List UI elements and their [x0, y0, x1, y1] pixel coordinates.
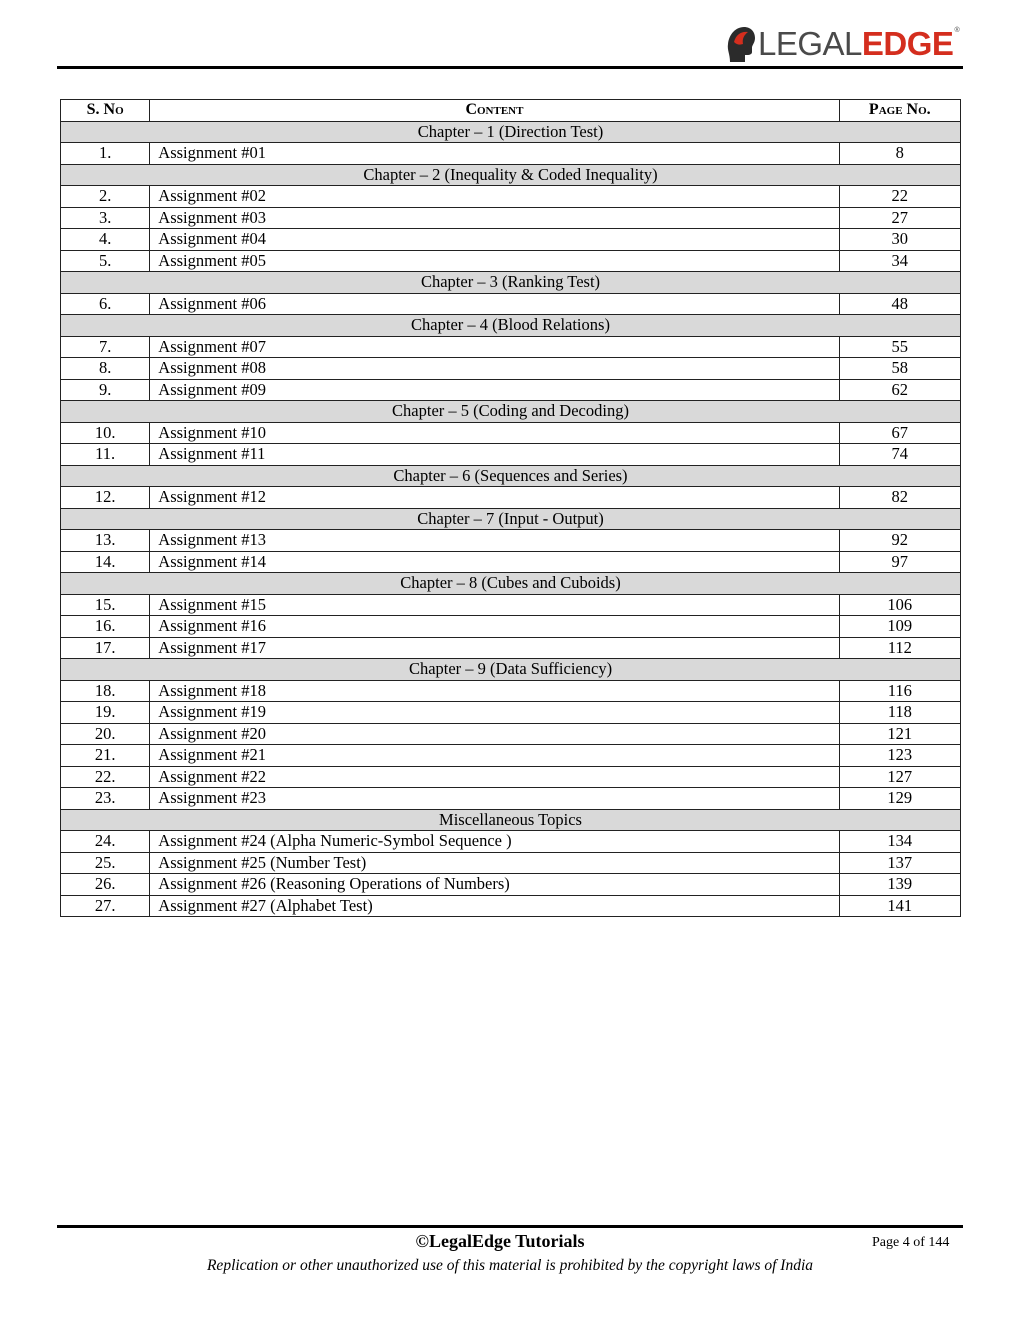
table-row [61, 723, 961, 745]
row-sno: 24. [61, 831, 150, 853]
header-sno: S. No [61, 100, 150, 122]
row-page: 134 [839, 831, 960, 853]
row-content: Assignment #04 [150, 229, 839, 251]
chapter-row [61, 401, 961, 423]
row-page: 55 [839, 336, 960, 358]
row-sno: 8. [61, 358, 150, 380]
row-content: Assignment #06 [150, 293, 839, 315]
row-page: 48 [839, 293, 960, 315]
row-page: 30 [839, 229, 960, 251]
row-sno: 19. [61, 702, 150, 724]
chapter-title: Chapter – 9 (Data Sufficiency) [61, 659, 961, 681]
row-content: Assignment #19 [150, 702, 839, 724]
head-silhouette-icon [724, 22, 756, 64]
row-content: Assignment #25 (Number Test) [150, 852, 839, 874]
table-row [61, 358, 961, 380]
row-sno: 18. [61, 680, 150, 702]
table-row [61, 487, 961, 509]
row-page: 118 [839, 702, 960, 724]
row-sno: 17. [61, 637, 150, 659]
row-page: 139 [839, 874, 960, 896]
row-content: Assignment #05 [150, 250, 839, 272]
row-content: Assignment #23 [150, 788, 839, 810]
row-content: Assignment #18 [150, 680, 839, 702]
row-content: Assignment #03 [150, 207, 839, 229]
row-sno: 27. [61, 895, 150, 917]
row-page: 106 [839, 594, 960, 616]
row-sno: 26. [61, 874, 150, 896]
row-page: 62 [839, 379, 960, 401]
chapter-title: Chapter – 6 (Sequences and Series) [61, 465, 961, 487]
page-number: Page 4 of 144 [872, 1235, 950, 1250]
legaledge-logo [724, 20, 964, 66]
row-page: 129 [839, 788, 960, 810]
row-sno: 5. [61, 250, 150, 272]
chapter-row [61, 508, 961, 530]
footer-divider [57, 1225, 963, 1228]
row-sno: 20. [61, 723, 150, 745]
row-content: Assignment #27 (Alphabet Test) [150, 895, 839, 917]
chapter-title: Chapter – 7 (Input - Output) [61, 508, 961, 530]
row-sno: 11. [61, 444, 150, 466]
row-sno: 14. [61, 551, 150, 573]
chapter-row [61, 121, 961, 143]
chapter-title: Chapter – 2 (Inequality & Coded Inequality) [61, 164, 961, 186]
row-sno: 16. [61, 616, 150, 638]
chapter-row [61, 659, 961, 681]
row-page: 97 [839, 551, 960, 573]
table-row [61, 788, 961, 810]
row-sno: 25. [61, 852, 150, 874]
chapter-title: Chapter – 1 (Direction Test) [61, 121, 961, 143]
row-content: Assignment #10 [150, 422, 839, 444]
table-row [61, 852, 961, 874]
chapter-row [61, 272, 961, 294]
row-page: 58 [839, 358, 960, 380]
table-row [61, 293, 961, 315]
table-row [61, 422, 961, 444]
row-content: Assignment #11 [150, 444, 839, 466]
row-content: Assignment #22 [150, 766, 839, 788]
table-row [61, 831, 961, 853]
table-row [61, 530, 961, 552]
row-page: 27 [839, 207, 960, 229]
row-content: Assignment #16 [150, 616, 839, 638]
row-content: Assignment #21 [150, 745, 839, 767]
row-sno: 21. [61, 745, 150, 767]
table-row [61, 766, 961, 788]
chapter-row [61, 315, 961, 337]
row-page: 82 [839, 487, 960, 509]
row-sno: 1. [61, 143, 150, 165]
chapter-title: Miscellaneous Topics [61, 809, 961, 831]
chapter-row [61, 809, 961, 831]
row-sno: 10. [61, 422, 150, 444]
row-sno: 3. [61, 207, 150, 229]
header-content: Content [150, 100, 839, 122]
logo-text-legal: LEGAL [758, 24, 862, 62]
row-page: 116 [839, 680, 960, 702]
row-sno: 15. [61, 594, 150, 616]
table-row [61, 702, 961, 724]
row-content: Assignment #07 [150, 336, 839, 358]
table-row [61, 250, 961, 272]
table-row [61, 229, 961, 251]
table-row [61, 594, 961, 616]
chapter-row [61, 465, 961, 487]
table-row [61, 444, 961, 466]
row-sno: 13. [61, 530, 150, 552]
table-row [61, 207, 961, 229]
row-page: 8 [839, 143, 960, 165]
table-row [61, 336, 961, 358]
table-row [61, 874, 961, 896]
row-sno: 4. [61, 229, 150, 251]
row-sno: 7. [61, 336, 150, 358]
row-sno: 9. [61, 379, 150, 401]
row-sno: 6. [61, 293, 150, 315]
row-page: 127 [839, 766, 960, 788]
table-row [61, 186, 961, 208]
table-row [61, 379, 961, 401]
table-row [61, 680, 961, 702]
header-divider [57, 66, 963, 69]
row-content: Assignment #17 [150, 637, 839, 659]
row-sno: 12. [61, 487, 150, 509]
table-row [61, 143, 961, 165]
header-page: Page No. [839, 100, 960, 122]
row-page: 34 [839, 250, 960, 272]
chapter-title: Chapter – 3 (Ranking Test) [61, 272, 961, 294]
logo-registered-mark: ® [954, 26, 960, 34]
logo-text-edge: EDGE [861, 24, 954, 62]
table-row [61, 551, 961, 573]
table-row [61, 637, 961, 659]
row-content: Assignment #24 (Alpha Numeric-Symbol Sequence ) [150, 831, 839, 853]
table-header-row [61, 100, 961, 122]
row-page: 121 [839, 723, 960, 745]
table-row [61, 895, 961, 917]
copyright-notice: Replication or other unauthorized use of this material is prohibited by the copyright laws of India [206, 1257, 814, 1274]
row-content: Assignment #14 [150, 551, 839, 573]
row-content: Assignment #12 [150, 487, 839, 509]
row-sno: 2. [61, 186, 150, 208]
row-sno: 22. [61, 766, 150, 788]
chapter-title: Chapter – 8 (Cubes and Cuboids) [61, 573, 961, 595]
row-content: Assignment #08 [150, 358, 839, 380]
row-page: 137 [839, 852, 960, 874]
chapter-row [61, 164, 961, 186]
chapter-title: Chapter – 5 (Coding and Decoding) [61, 401, 961, 423]
row-page: 22 [839, 186, 960, 208]
chapter-title: Chapter – 4 (Blood Relations) [61, 315, 961, 337]
row-content: Assignment #02 [150, 186, 839, 208]
row-content: Assignment #13 [150, 530, 839, 552]
chapter-row [61, 573, 961, 595]
row-content: Assignment #20 [150, 723, 839, 745]
row-page: 67 [839, 422, 960, 444]
row-content: Assignment #09 [150, 379, 839, 401]
table-row [61, 745, 961, 767]
row-page: 74 [839, 444, 960, 466]
row-page: 112 [839, 637, 960, 659]
row-page: 123 [839, 745, 960, 767]
table-of-contents [60, 99, 961, 917]
row-content: Assignment #26 (Reasoning Operations of Numbers) [150, 874, 839, 896]
footer-brand: ©LegalEdge Tutorials [415, 1231, 585, 1251]
row-content: Assignment #15 [150, 594, 839, 616]
row-page: 141 [839, 895, 960, 917]
row-page: 109 [839, 616, 960, 638]
row-content: Assignment #01 [150, 143, 839, 165]
table-row [61, 616, 961, 638]
row-page: 92 [839, 530, 960, 552]
row-sno: 23. [61, 788, 150, 810]
